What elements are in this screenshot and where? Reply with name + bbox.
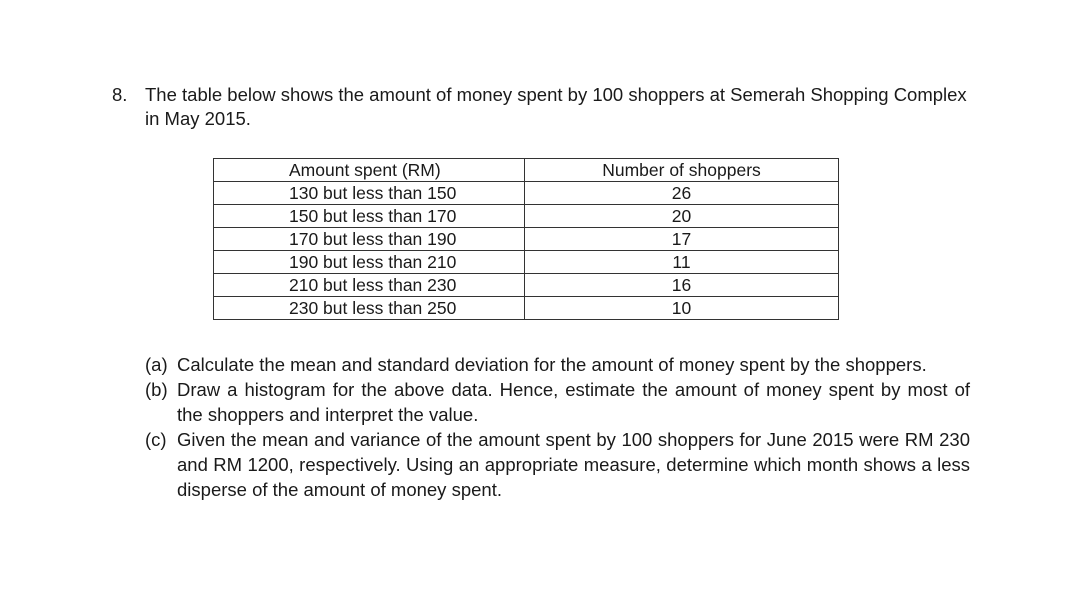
part-a-text: Calculate the mean and standard deviation for the amount of money spent by the shoppers. — [177, 354, 927, 375]
table-row — [214, 182, 839, 205]
table-header-row — [214, 159, 839, 182]
question-text: The table below shows the amount of money spent by 100 shoppers at Semerah Shopping Complex in May 2015. — [145, 84, 967, 129]
question-block — [112, 83, 982, 131]
table-row — [214, 274, 839, 297]
header-amount: Amount spent (RM) — [214, 159, 525, 182]
cell-amount: 230 but less than 250 — [214, 297, 525, 320]
table-row — [214, 297, 839, 320]
cell-count: 20 — [525, 205, 839, 228]
cell-count: 11 — [525, 251, 839, 274]
cell-amount: 150 but less than 170 — [214, 205, 525, 228]
table-row — [214, 251, 839, 274]
part-a-label: (a) — [145, 354, 168, 375]
cell-amount: 190 but less than 210 — [214, 251, 525, 274]
part-c — [145, 427, 970, 502]
cell-amount: 170 but less than 190 — [214, 228, 525, 251]
table-row — [214, 205, 839, 228]
cell-amount: 130 but less than 150 — [214, 182, 525, 205]
part-c-label: (c) — [145, 429, 167, 450]
cell-count: 10 — [525, 297, 839, 320]
shoppers-table — [213, 158, 839, 320]
cell-count: 26 — [525, 182, 839, 205]
cell-amount: 210 but less than 230 — [214, 274, 525, 297]
part-b-label: (b) — [145, 379, 168, 400]
part-b-text: Draw a histogram for the above data. Hence, estimate the amount of money spent by most of the shoppers and interpret the value. — [177, 379, 970, 425]
part-a — [145, 352, 970, 377]
table-row — [214, 228, 839, 251]
question-number: 8. — [112, 84, 128, 105]
sub-questions — [145, 352, 970, 502]
part-c-text: Given the mean and variance of the amount spent by 100 shoppers for June 2015 were RM 230 and RM 1200, respectively. Using an appropriate measure, determine which month shows a less disperse of the amount of money spent. — [177, 429, 970, 500]
cell-count: 17 — [525, 228, 839, 251]
header-count: Number of shoppers — [525, 159, 839, 182]
cell-count: 16 — [525, 274, 839, 297]
part-b — [145, 377, 970, 427]
